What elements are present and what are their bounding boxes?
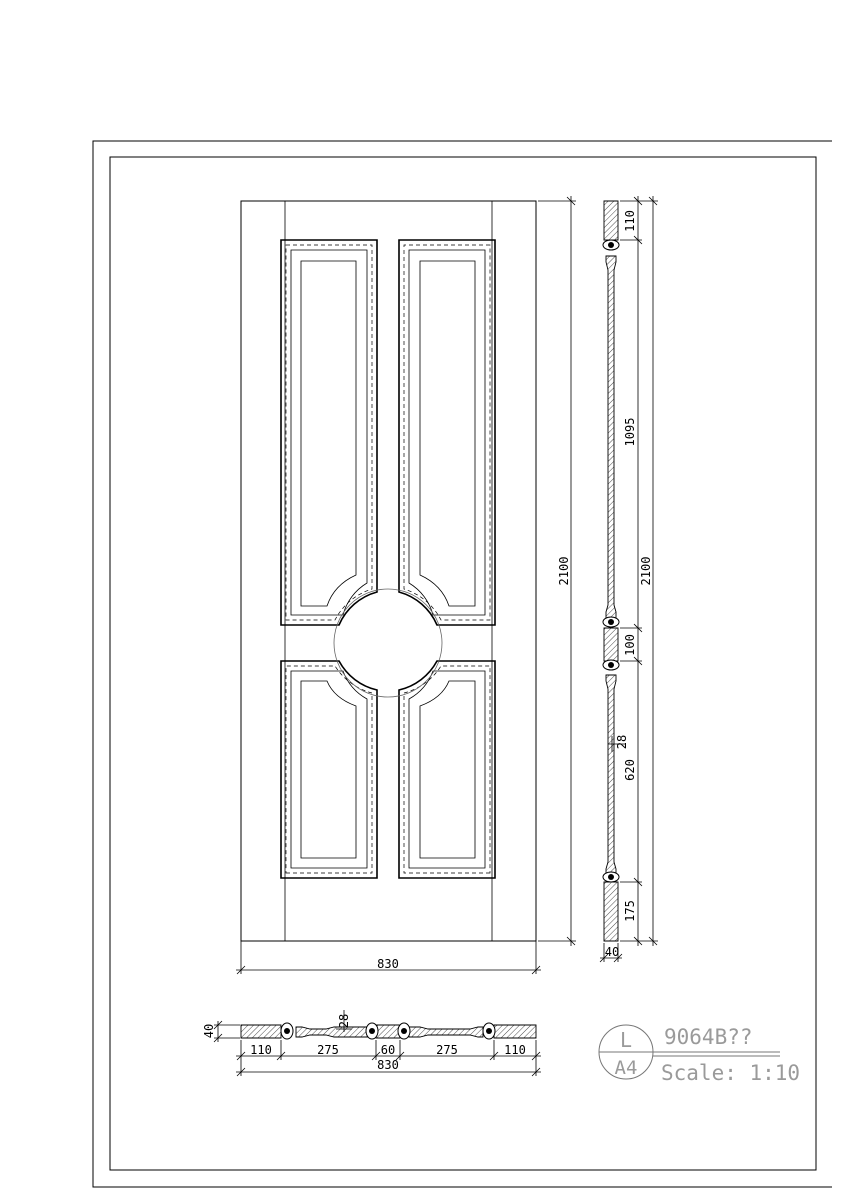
drawing-scale: Scale: 1:10 xyxy=(661,1061,801,1085)
panel-lower-left xyxy=(281,661,377,878)
plan-dim-left-panel: 275 xyxy=(317,1043,339,1057)
side-section xyxy=(600,196,658,962)
side-dim-upper-panel: 1095 xyxy=(623,417,637,447)
plan-dim-right-stile: 110 xyxy=(504,1043,526,1057)
panel-upper-right xyxy=(399,240,495,625)
front-width-label: 830 xyxy=(377,957,399,971)
side-dim-total-height: 2100 xyxy=(639,556,653,586)
drawing-code: 9064B?? xyxy=(664,1025,753,1049)
side-dim-lower-panel: 620 xyxy=(623,759,637,781)
plan-dim-center-mullion: 60 xyxy=(380,1043,396,1057)
plan-dim-right-panel: 275 xyxy=(436,1043,458,1057)
title-block xyxy=(599,1025,800,1085)
plan-dim-left-stile: 110 xyxy=(250,1043,272,1057)
front-height-label: 2100 xyxy=(557,556,571,586)
plan-dim-thickness: 40 xyxy=(202,1023,216,1039)
panel-upper-left xyxy=(281,240,377,625)
side-dim-thickness: 40 xyxy=(604,945,620,959)
side-dim-bottom-rail: 175 xyxy=(623,900,637,922)
plan-section xyxy=(202,1010,541,1076)
sheet-size: A4 xyxy=(614,1057,638,1079)
side-dim-top-rail: 110 xyxy=(623,210,637,232)
center-circle-glass xyxy=(334,589,442,697)
side-dim-mid-rail: 100 xyxy=(623,634,637,656)
sheet-letter: L xyxy=(619,1028,633,1052)
panel-lower-right xyxy=(399,661,495,878)
plan-dim-panel-thickness: 28 xyxy=(337,1013,351,1029)
front-elevation xyxy=(236,196,576,974)
plan-dim-total-width: 830 xyxy=(377,1058,399,1072)
side-dim-panel-thickness: 28 xyxy=(615,734,629,750)
